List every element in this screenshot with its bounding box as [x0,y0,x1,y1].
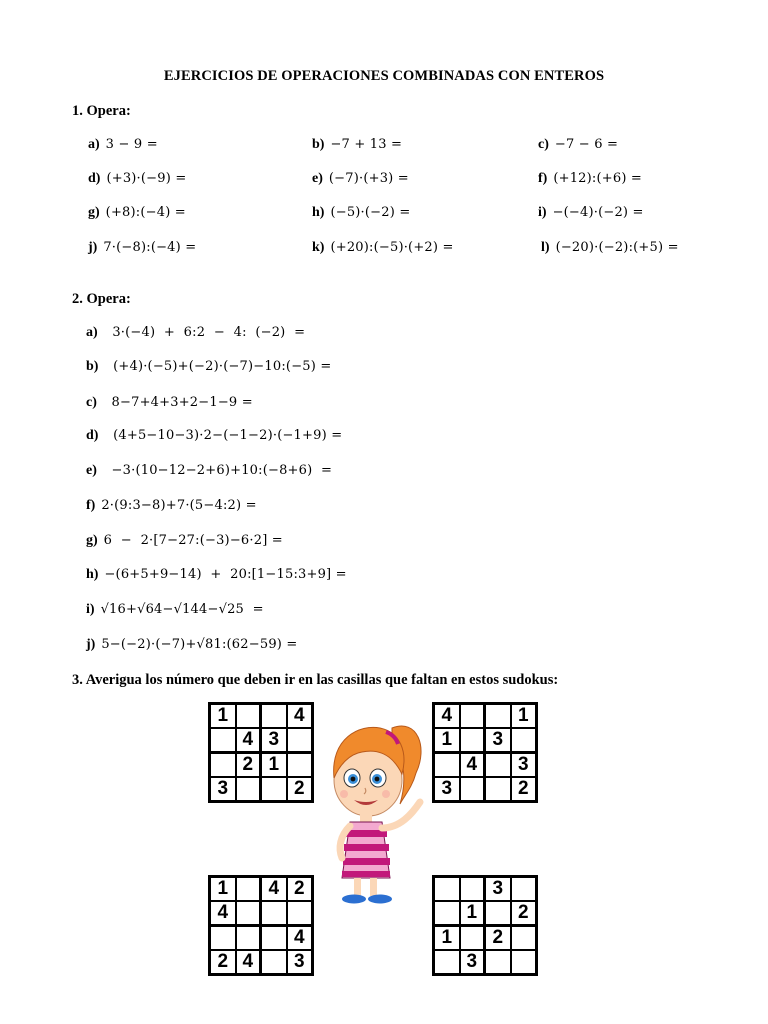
sudoku-cell [485,901,511,926]
sudoku-cell [434,901,460,926]
sudoku-cell: 2 [511,901,537,926]
section1-exercise [312,171,409,187]
sudoku-cell: 2 [236,753,262,777]
exercise-label: a) [88,137,100,152]
exercise-expression: (+12):(+6) = [553,171,643,186]
exercise-expression: 5−(−2)·(−7)+√81:(62−59) = [101,637,298,652]
exercise-label: b) [86,359,99,374]
sudoku-cell: 4 [236,950,262,974]
section2-exercise [86,498,257,514]
sudoku-cell [434,753,460,777]
section1-exercise [538,205,644,221]
exercise-label: a) [86,325,98,340]
section3-heading: 3. Averigua los número que deben ir en las casillas que faltan en estos sudokus: [72,672,559,688]
exercise-expression: 6 − 2·[7−27:(−3)−6·2] = [103,533,283,548]
sudoku-cell: 1 [434,728,460,753]
page-title: EJERCICIOS DE OPERACIONES COMBINADAS CON ENTEROS [163,68,605,84]
girl-illustration [320,718,430,908]
section1-exercise [88,205,186,221]
sudoku-cell [511,950,537,974]
sudoku-cell [460,704,486,728]
exercise-expression: (−7)·(+3) = [328,171,409,186]
sudoku-cell: 2 [485,926,511,950]
section2-exercise [86,533,283,549]
exercise-label: g) [88,205,100,220]
sudoku-cell [485,753,511,777]
sudoku-grid [432,702,538,803]
sudoku-grid [432,875,538,976]
sudoku-cell: 4 [210,901,236,926]
exercise-expression: −(6+5+9−14) + 20:[1−15:3+9] = [104,567,347,582]
sudoku-cell: 4 [236,728,262,753]
exercise-label: i) [538,205,547,220]
exercise-label: b) [312,137,325,152]
exercise-label: i) [86,602,95,617]
exercise-expression: (+4)·(−5)+(−2)·(−7)−10:(−5) = [104,359,332,374]
sudoku-cell: 3 [210,777,236,801]
exercise-expression: 2·(9:3−8)+7·(5−4:2) = [101,498,257,513]
exercise-label: d) [86,428,99,443]
sudoku-cell [261,950,287,974]
sudoku-cell: 3 [261,728,287,753]
exercise-label: e) [312,171,323,186]
sudoku-cell: 3 [434,777,460,801]
sudoku-cell [210,753,236,777]
exercise-label: h) [312,205,325,220]
section2-exercise [86,359,331,375]
sudoku-cell [210,926,236,950]
sudoku-cell [460,777,486,801]
sudoku-cell [434,877,460,901]
exercise-label: k) [312,240,325,255]
exercise-label: j) [86,637,96,652]
exercise-label: h) [86,567,99,582]
exercise-label: f) [538,171,548,186]
sudoku-cell [485,950,511,974]
sudoku-cell [236,926,262,950]
section1-exercise [88,137,158,153]
sudoku-grid [208,702,314,803]
exercise-label: g) [86,533,98,548]
exercise-label: l) [541,240,550,255]
sudoku-cell [511,728,537,753]
section1-exercise [538,137,618,153]
sudoku-cell: 1 [511,704,537,728]
sudoku-cell [511,877,537,901]
section2-exercise [86,567,347,583]
sudoku-cell [261,901,287,926]
section2-exercise [86,395,253,411]
sudoku-cell: 3 [511,753,537,777]
exercise-expression: (−5)·(−2) = [330,205,411,220]
sudoku-cell: 3 [460,950,486,974]
sudoku-cell [236,777,262,801]
section2-exercise [86,637,297,653]
exercise-label: f) [86,498,96,513]
sudoku-cell: 1 [460,901,486,926]
exercise-expression: (+8):(−4) = [105,205,186,220]
exercise-expression: −7 + 13 = [330,137,403,152]
sudoku-cell [511,926,537,950]
sudoku-cell [210,728,236,753]
sudoku-cell [236,877,262,901]
sudoku-cell [485,704,511,728]
sudoku-grid [208,875,314,976]
exercise-expression: (+20):(−5)·(+2) = [330,240,454,255]
exercise-expression: √16+√64−√144−√25 = [100,602,264,617]
sudoku-cell [261,926,287,950]
exercise-expression: (+3)·(−9) = [106,171,187,186]
sudoku-cell [236,901,262,926]
sudoku-cell: 1 [434,926,460,950]
sudoku-cell: 2 [210,950,236,974]
sudoku-cell [287,728,313,753]
section1-exercise [312,137,402,153]
sudoku-cell: 2 [511,777,537,801]
section1-exercise [312,205,410,221]
exercise-label: j) [88,240,98,255]
section2-exercise [86,325,305,341]
sudoku-cell [287,753,313,777]
exercise-expression: 8−7+4+3+2−1−9 = [102,395,253,410]
section2-heading: 2. Opera: [72,291,131,307]
sudoku-cell: 1 [210,704,236,728]
sudoku-cell: 2 [287,877,313,901]
exercise-expression: 7·(−8):(−4) = [103,240,197,255]
sudoku-cell [460,877,486,901]
exercise-label: e) [86,463,97,478]
sudoku-cell: 4 [460,753,486,777]
sudoku-cell: 2 [287,777,313,801]
exercise-expression: −7 − 6 = [554,137,619,152]
section2-exercise [86,602,264,618]
sudoku-cell: 1 [210,877,236,901]
exercise-expression: (−20)·(−2):(+5) = [555,240,679,255]
section2-exercise [86,428,342,444]
exercise-expression: 3 − 9 = [105,137,158,152]
section1-exercise [88,240,196,256]
exercise-expression: 3·(−4) + 6:2 − 4: (−2) = [103,325,306,340]
sudoku-cell [287,901,313,926]
sudoku-cell [460,926,486,950]
sudoku-cell: 3 [485,728,511,753]
exercise-label: d) [88,171,101,186]
sudoku-cell [236,704,262,728]
sudoku-cell [485,777,511,801]
exercise-label: c) [538,137,549,152]
section1-exercise [312,240,454,256]
exercise-expression: −(−4)·(−2) = [552,205,644,220]
sudoku-cell: 4 [287,704,313,728]
sudoku-cell: 4 [287,926,313,950]
sudoku-cell [261,777,287,801]
exercise-expression: −3·(10−12−2+6)+10:(−8+6) = [102,463,333,478]
sudoku-cell: 3 [287,950,313,974]
section1-exercise [541,240,679,256]
section1-exercise [538,171,642,187]
sudoku-cell [261,704,287,728]
sudoku-cell: 4 [261,877,287,901]
sudoku-cell: 4 [434,704,460,728]
sudoku-cell [460,728,486,753]
section1-exercise [88,171,186,187]
sudoku-cell [434,950,460,974]
exercise-expression: (4+5−10−3)·2−(−1−2)·(−1+9) = [104,428,343,443]
sudoku-cell: 1 [261,753,287,777]
section2-exercise [86,463,332,479]
sudoku-cell: 3 [485,877,511,901]
section1-heading: 1. Opera: [72,103,131,119]
exercise-label: c) [86,395,97,410]
